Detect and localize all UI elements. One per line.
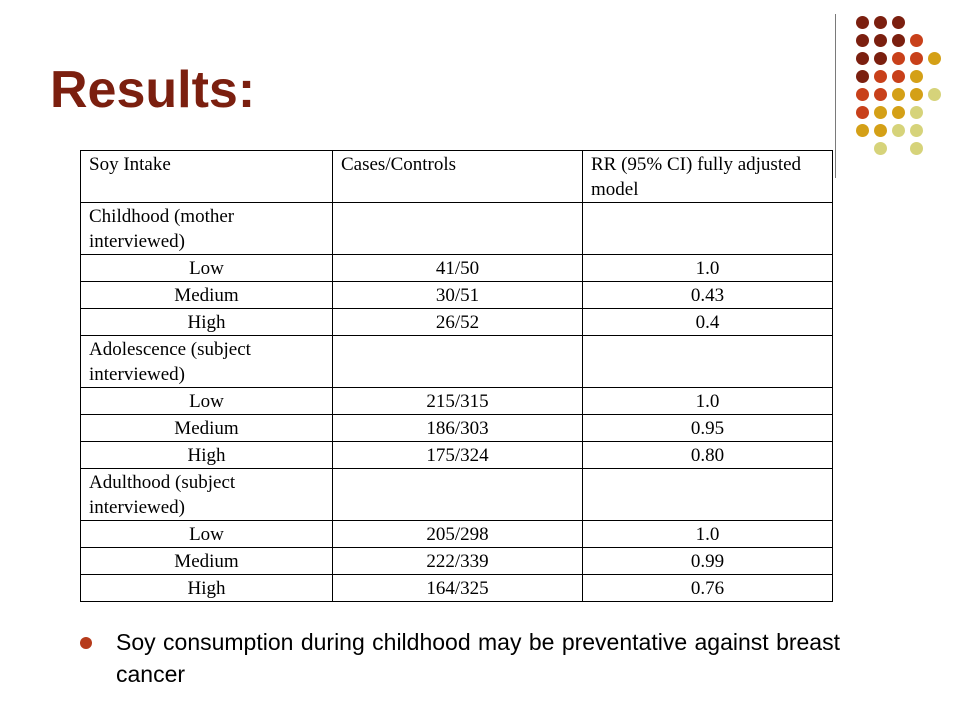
cases-controls-cell: 164/325: [333, 575, 583, 602]
cases-controls-cell: 41/50: [333, 255, 583, 282]
table-row: [81, 415, 833, 442]
decor-dot: [856, 106, 869, 119]
decor-dot: [874, 70, 887, 83]
group-label: Adulthood (subject interviewed): [81, 469, 333, 521]
decor-dot: [856, 88, 869, 101]
decor-dot: [910, 142, 923, 155]
table-row: [81, 282, 833, 309]
header-rr: RR (95% CI) fully adjusted model: [583, 151, 833, 203]
bullet-text: Soy consumption during childhood may be preventative against breast cancer: [116, 629, 840, 687]
decorative-dot-grid: [852, 14, 952, 164]
table-header-row: [81, 151, 833, 203]
decor-dot: [910, 124, 923, 137]
cases-controls-cell: 205/298: [333, 521, 583, 548]
header-cases-controls: Cases/Controls: [333, 151, 583, 203]
decor-dot: [856, 34, 869, 47]
table-row: [81, 309, 833, 336]
group-label: Adolescence (subject interviewed): [81, 336, 333, 388]
decor-dot: [892, 34, 905, 47]
decor-dot: [874, 88, 887, 101]
header-soy-intake: Soy Intake: [81, 151, 333, 203]
decor-dot: [874, 124, 887, 137]
group-empty-cell: [583, 203, 833, 255]
cases-controls-cell: 222/339: [333, 548, 583, 575]
intake-cell: Medium: [81, 282, 333, 309]
rr-cell: 0.4: [583, 309, 833, 336]
cases-controls-cell: 30/51: [333, 282, 583, 309]
table-group-row: [81, 336, 833, 388]
cases-controls-cell: 175/324: [333, 442, 583, 469]
group-empty-cell: [583, 336, 833, 388]
slide-title: Results:: [50, 61, 256, 119]
intake-cell: Medium: [81, 415, 333, 442]
rr-cell: 0.76: [583, 575, 833, 602]
decor-dot: [856, 124, 869, 137]
decor-dot: [856, 16, 869, 29]
rr-cell: 1.0: [583, 521, 833, 548]
decor-dot: [892, 52, 905, 65]
intake-cell: Low: [81, 388, 333, 415]
group-empty-cell: [333, 336, 583, 388]
decor-dot: [928, 88, 941, 101]
decor-dot: [910, 88, 923, 101]
group-label: Childhood (mother interviewed): [81, 203, 333, 255]
group-empty-cell: [333, 469, 583, 521]
decor-dot: [856, 52, 869, 65]
decor-dot: [892, 106, 905, 119]
rr-cell: 1.0: [583, 255, 833, 282]
decor-dot: [892, 88, 905, 101]
rr-cell: 0.99: [583, 548, 833, 575]
decorative-divider: [835, 14, 836, 178]
decor-dot: [928, 52, 941, 65]
decor-dot: [892, 16, 905, 29]
rr-cell: 0.80: [583, 442, 833, 469]
table-row: [81, 521, 833, 548]
table-row: [81, 388, 833, 415]
table-row: [81, 548, 833, 575]
intake-cell: Medium: [81, 548, 333, 575]
table-row: [81, 442, 833, 469]
table-group-row: [81, 469, 833, 521]
cases-controls-cell: 186/303: [333, 415, 583, 442]
cases-controls-cell: 26/52: [333, 309, 583, 336]
table-group-row: [81, 203, 833, 255]
intake-cell: High: [81, 309, 333, 336]
decor-dot: [892, 124, 905, 137]
decor-dot: [874, 142, 887, 155]
group-empty-cell: [583, 469, 833, 521]
decor-dot: [874, 106, 887, 119]
cases-controls-cell: 215/315: [333, 388, 583, 415]
intake-cell: Low: [81, 521, 333, 548]
table-row: [81, 255, 833, 282]
decor-dot: [910, 34, 923, 47]
decor-dot: [856, 70, 869, 83]
bullet-item: [80, 626, 840, 690]
decor-dot: [910, 52, 923, 65]
table-row: [81, 575, 833, 602]
decor-dot: [910, 70, 923, 83]
decor-dot: [874, 34, 887, 47]
decor-dot: [874, 52, 887, 65]
decor-dot: [910, 106, 923, 119]
group-empty-cell: [333, 203, 583, 255]
rr-cell: 0.95: [583, 415, 833, 442]
rr-cell: 1.0: [583, 388, 833, 415]
decor-dot: [874, 16, 887, 29]
intake-cell: High: [81, 442, 333, 469]
bullet-icon: [80, 637, 92, 649]
intake-cell: Low: [81, 255, 333, 282]
rr-cell: 0.43: [583, 282, 833, 309]
intake-cell: High: [81, 575, 333, 602]
results-table: [80, 150, 833, 602]
decor-dot: [892, 70, 905, 83]
